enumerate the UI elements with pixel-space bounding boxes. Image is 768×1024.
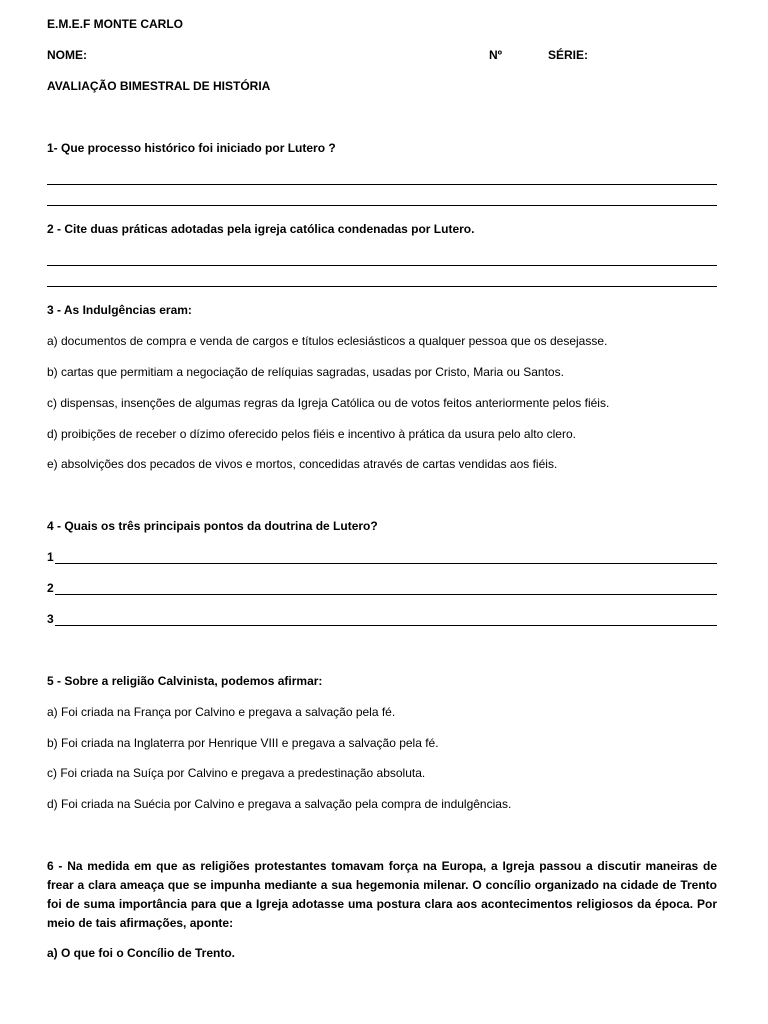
line-number: 1 [47,550,54,564]
question-3: 3 - As Indulgências eram: [47,303,192,317]
grade-label: SÉRIE: [548,48,589,62]
answer-line[interactable] [47,286,717,287]
answer-line[interactable] [47,205,717,206]
answer-line[interactable] [47,184,717,185]
q3-option-e: e) absolvições dos pecados de vivos e mortos, concedidas através de cartas vendidas aos fiéis. [47,457,558,471]
q3-option-d: d) proibições de receber o dízimo oferecido pelos fiéis e incentivo à prática da usura pelo alto clero. [47,427,576,441]
question-4: 4 - Quais os três principais pontos da doutrina de Lutero? [47,519,378,533]
exam-title: AVALIAÇÃO BIMESTRAL DE HISTÓRIA [47,79,271,93]
number-label: Nº [489,48,503,62]
line-number: 2 [47,581,54,595]
answer-line-3[interactable] [47,612,717,627]
school-name: E.M.E.F MONTE CARLO [47,17,183,31]
q3-option-c: c) dispensas, insenções de algumas regras da Igreja Católica ou de votos feitos anteriormente pelos fiéis. [47,396,610,410]
answer-line-2[interactable] [47,581,717,596]
answer-line[interactable] [47,265,717,266]
q3-option-a: a) documentos de compra e venda de cargos e títulos eclesiásticos a qualquer pessoa que os desejasse. [47,334,608,348]
q6-item-a: a) O que foi o Concílio de Trento. [47,946,236,960]
q5-option-a: a) Foi criada na França por Calvino e pregava a salvação pela fé. [47,705,396,719]
q5-option-c: c) Foi criada na Suíça por Calvino e pregava a predestinação absoluta. [47,766,426,780]
question-1: 1- Que processo histórico foi iniciado por Lutero ? [47,141,336,155]
question-2: 2 - Cite duas práticas adotadas pela igreja católica condenadas por Lutero. [47,222,475,236]
answer-line-1[interactable] [47,550,717,565]
question-5: 5 - Sobre a religião Calvinista, podemos afirmar: [47,674,323,688]
q5-option-d: d) Foi criada na Suécia por Calvino e pregava a salvação pela compra de indulgências. [47,797,512,811]
q5-option-b: b) Foi criada na Inglaterra por Henrique VIII e pregava a salvação pela fé. [47,736,439,750]
q3-option-b: b) cartas que permitiam a negociação de relíquias sagradas, usadas por Cristo, Maria ou Santos. [47,365,564,379]
question-6: 6 - Na medida em que as religiões protestantes tomavam força na Europa, a Igreja passou a discutir maneiras de frear a clara ameaça que se impunha mediante a sua hegemonia milenar. O concílio organizado na cidade de Trento foi de suma importância para que a Igreja adotasse uma postura clara aos acontecimentos religiosos da época. Por meio de tais afirmações, aponte: [47,859,717,930]
line-number: 3 [47,612,54,626]
name-label: NOME: [47,48,87,62]
